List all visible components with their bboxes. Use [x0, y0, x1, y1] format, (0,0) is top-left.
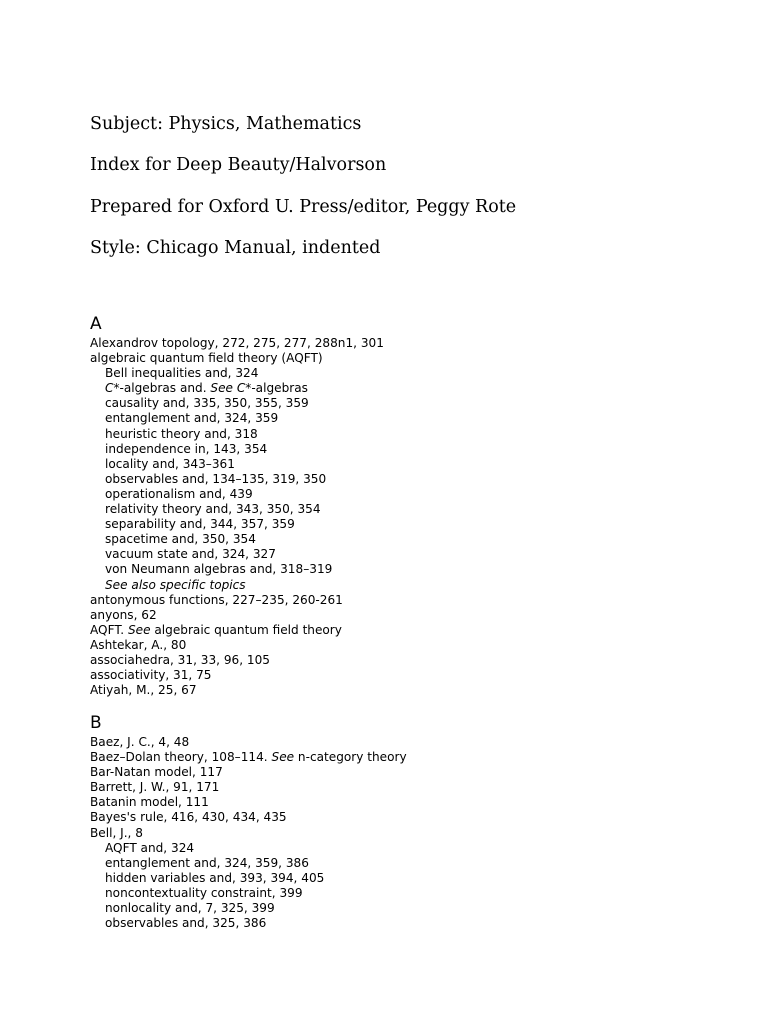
- entry-part: AQFT.: [90, 622, 128, 637]
- index-subentry: [90, 381, 384, 396]
- index-subentry: von Neumann algebras and, 318–319: [105, 562, 333, 577]
- index-entry: Batanin model, 111: [90, 795, 209, 810]
- section-b-entries: [90, 735, 407, 931]
- see-reference: See: [127, 622, 151, 637]
- index-entry: associativity, 31, 75: [90, 668, 212, 683]
- see-also-reference: See also specific topics: [105, 577, 246, 592]
- index-entry: Bell, J., 8: [90, 825, 143, 840]
- index-entry: [90, 750, 407, 765]
- entry-part-italic: C: [236, 381, 246, 396]
- see-reference: See: [271, 750, 295, 765]
- index-entry: antonymous functions, 227–235, 260-261: [90, 592, 343, 607]
- index-subentry: observables and, 325, 386: [105, 916, 267, 931]
- section-letter-a: A: [90, 314, 102, 334]
- entry-part: Baez–Dolan theory, 108–114.: [90, 750, 272, 765]
- entry-part: algebraic quantum field theory: [150, 622, 342, 637]
- header-prepared-for: Prepared for Oxford U. Press/editor, Peggy Rote: [90, 197, 517, 217]
- entry-part: *-algebras: [245, 381, 308, 396]
- index-subentry: heuristic theory and, 318: [105, 426, 258, 441]
- index-section-b: [90, 713, 407, 931]
- see-reference: See: [210, 381, 237, 396]
- index-entry: Atiyah, M., 25, 67: [90, 683, 197, 698]
- index-entry: anyons, 62: [90, 607, 157, 622]
- index-subentry: Bell inequalities and, 324: [105, 366, 259, 381]
- index-entry: Alexandrov topology, 272, 275, 277, 288n1, 301: [90, 336, 384, 350]
- index-subentry: vacuum state and, 324, 327: [105, 547, 276, 562]
- index-entry: Barrett, J. W., 91, 171: [90, 780, 220, 795]
- index-entry: Bar-Natan model, 117: [90, 765, 223, 780]
- index-subentry: locality and, 343–361: [105, 456, 235, 471]
- index-subentry: nonlocality and, 7, 325, 399: [105, 901, 275, 916]
- index-subentry: hidden variables and, 393, 394, 405: [105, 870, 325, 885]
- index-subentry: AQFT and, 324: [105, 840, 195, 855]
- header-subject: Subject: Physics, Mathematics: [90, 114, 362, 134]
- index-subentry: causality and, 335, 350, 355, 359: [105, 396, 309, 411]
- header-index-title: Index for Deep Beauty/Halvorson: [90, 155, 387, 175]
- index-subentry: independence in, 143, 354: [105, 441, 268, 456]
- index-subentry: observables and, 134–135, 319, 350: [105, 471, 327, 486]
- entry-part: *-algebras and.: [113, 381, 211, 396]
- index-entry: [90, 623, 384, 638]
- entry-part-italic: C: [105, 381, 114, 396]
- index-subentry: noncontextuality constraint, 399: [105, 885, 303, 900]
- index-subentry: operationalism and, 439: [105, 486, 253, 501]
- index-section-a: [90, 314, 384, 698]
- section-a-entries: [90, 336, 384, 698]
- index-subentry: spacetime and, 350, 354: [105, 532, 256, 547]
- index-entry: algebraic quantum field theory (AQFT): [90, 351, 323, 366]
- index-subentry: entanglement and, 324, 359: [105, 411, 279, 426]
- index-subentry: entanglement and, 324, 359, 386: [105, 855, 309, 870]
- index-entry: Baez, J. C., 4, 48: [90, 735, 190, 749]
- index-subentry: separability and, 344, 357, 359: [105, 517, 295, 532]
- index-entry: Ashtekar, A., 80: [90, 637, 187, 652]
- header-style: Style: Chicago Manual, indented: [90, 238, 381, 258]
- section-letter-b: B: [90, 713, 102, 733]
- index-entry: associahedra, 31, 33, 96, 105: [90, 652, 271, 667]
- index-entry: Bayes's rule, 416, 430, 434, 435: [90, 810, 287, 825]
- index-subentry: relativity theory and, 343, 350, 354: [105, 502, 321, 517]
- entry-part: n-category theory: [294, 750, 407, 765]
